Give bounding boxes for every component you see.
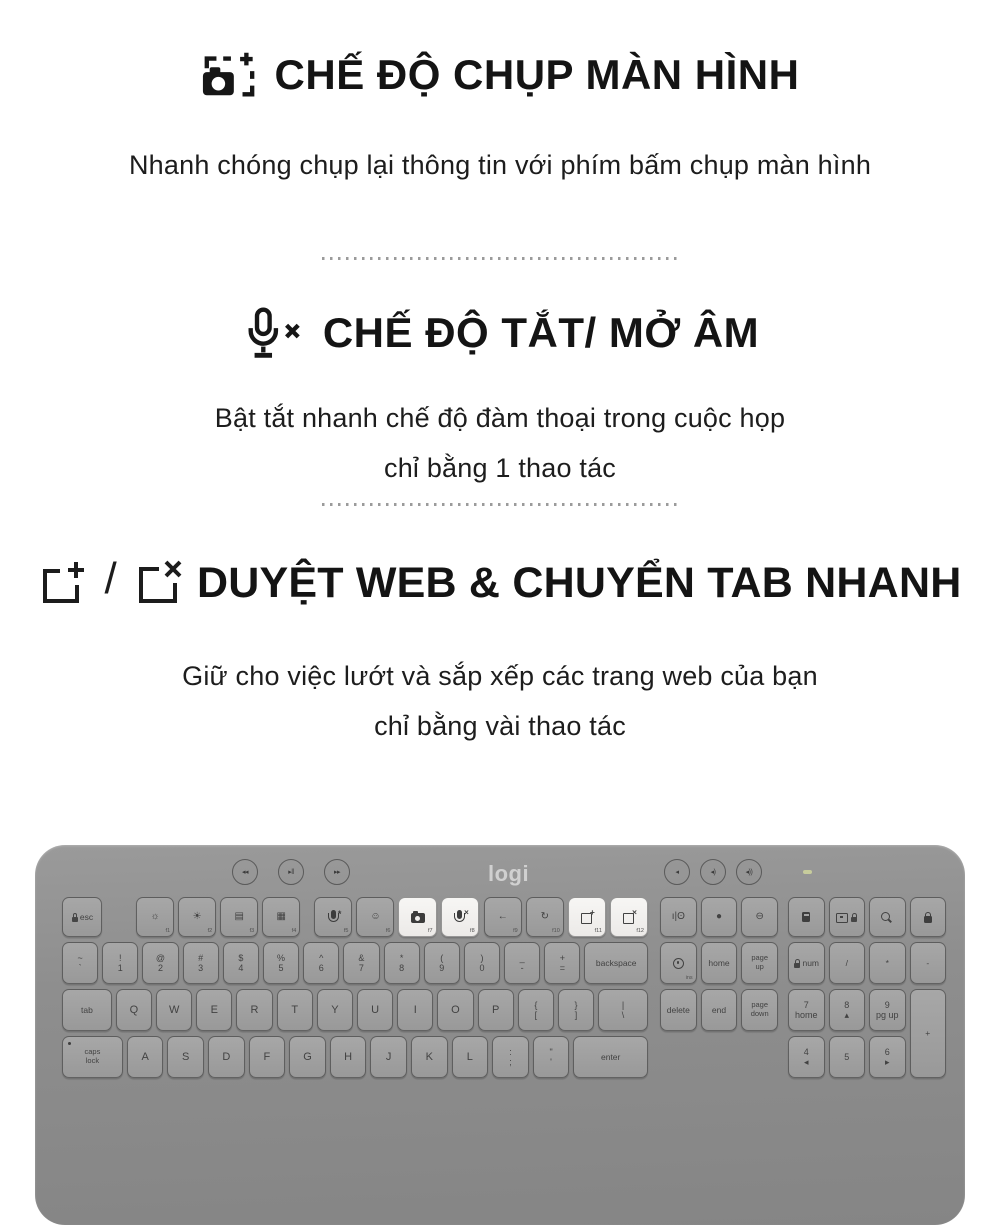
page-up-key: page up — [741, 942, 778, 984]
subtitle-line: Bật tắt nhanh chế độ đàm thoại trong cuộc họp — [214, 403, 786, 433]
screenshot-key: f7 — [398, 897, 436, 937]
key-Y: Y — [317, 989, 353, 1031]
esc-key: esc — [62, 897, 102, 937]
end-key: end — [701, 989, 738, 1031]
key-;: : ; — [492, 1036, 529, 1078]
close-tab-key: × f12 — [610, 897, 648, 937]
section-title-text: CHẾ ĐỘ CHỤP MÀN HÌNH — [274, 51, 800, 98]
mic-mute-key: × f8 — [441, 897, 479, 937]
app-grid-key: ▦ f4 — [262, 897, 300, 937]
keyboard-product-image — [35, 845, 965, 1225]
search-icon — [881, 912, 890, 921]
home-key: home — [701, 942, 738, 984]
fn-group3 — [484, 897, 648, 937]
numpad-multiply-key: * — [869, 942, 906, 984]
key-: 5 — [829, 1036, 866, 1078]
key--: _ - — [504, 942, 540, 984]
key-D: D — [208, 1036, 245, 1078]
dotted-divider — [322, 257, 678, 260]
backspace-key: backspace — [584, 942, 648, 984]
key-8: * 8 — [384, 942, 420, 984]
media-buttons-right — [664, 859, 762, 885]
function-row-nav-cluster — [660, 897, 778, 937]
prev-track-button: ◂◂ — [232, 859, 258, 885]
do-not-disturb-key: ⊖ — [741, 897, 778, 937]
dictation-key: * f5 — [314, 897, 352, 937]
key-pg up: 9 pg up — [869, 989, 906, 1031]
key-A: A — [127, 1036, 164, 1078]
key-L: L — [452, 1036, 489, 1078]
subtitle-line: chỉ bằng vài thao tác — [374, 711, 626, 741]
dotted-divider — [322, 503, 678, 506]
key-9: ( 9 — [424, 942, 460, 984]
key-row — [62, 942, 648, 984]
refresh-key: ↻ f10 — [526, 897, 564, 937]
section-title-text: DUYỆT WEB & CHUYỂN TAB NHANH — [196, 558, 962, 607]
key-\: | \ — [598, 989, 648, 1031]
emoji-key: ☺ f6 — [356, 897, 394, 937]
close-tab-icon — [135, 558, 183, 608]
pointer-key: ● — [701, 897, 738, 937]
search-key — [869, 897, 906, 937]
numpad-minus-key: - — [910, 942, 947, 984]
nav-key-block — [660, 942, 778, 1031]
key-': " ' — [533, 1036, 570, 1078]
fn-group1 — [136, 897, 300, 937]
key-row — [62, 989, 648, 1031]
lock-big-icon — [924, 916, 932, 923]
section-title-text: CHẾ ĐỘ TẮT/ MỞ ÂM — [322, 309, 760, 356]
browser-back-key: ← f9 — [484, 897, 522, 937]
caps-lock-key: caps lock — [62, 1036, 123, 1078]
key-0: ) 0 — [464, 942, 500, 984]
delete-key: delete — [660, 989, 697, 1031]
battery-led — [803, 870, 812, 874]
function-row — [62, 897, 648, 937]
key-F: F — [249, 1036, 286, 1078]
mission-control-key: ▤ f3 — [220, 897, 258, 937]
mic-x-icon — [457, 910, 462, 919]
lock-icon — [72, 917, 78, 922]
key-O: O — [437, 989, 473, 1031]
insert-key: ins — [660, 942, 697, 984]
section-screenshot-title — [0, 50, 1000, 100]
section-tabs-title — [0, 554, 1000, 608]
key-▴: 8 ▴ — [829, 989, 866, 1031]
input-switch-key: ı|ʘ — [660, 897, 697, 937]
calc-icon — [802, 912, 810, 922]
subtitle-line: chỉ bằng 1 thao tác — [384, 453, 616, 483]
lock-key — [910, 897, 947, 937]
print-screen-key — [829, 897, 866, 937]
mic-star-icon — [331, 910, 336, 919]
media-buttons-left — [232, 859, 350, 885]
key-◂: 4 ◂ — [788, 1036, 825, 1078]
key-1: ! 1 — [102, 942, 138, 984]
key-5: % 5 — [263, 942, 299, 984]
key-6: ^ 6 — [303, 942, 339, 984]
caps-indicator — [68, 1042, 71, 1045]
cam-icon — [411, 913, 425, 923]
key-[: { [ — [518, 989, 554, 1031]
key-J: J — [370, 1036, 407, 1078]
microphone-mute-icon — [241, 305, 305, 361]
key-W: W — [156, 989, 192, 1031]
logitech-logo: logi — [488, 861, 530, 886]
key-3: # 3 — [183, 942, 219, 984]
lock-icon — [794, 963, 800, 968]
key-]: } ] — [558, 989, 594, 1031]
key-G: G — [289, 1036, 326, 1078]
main-key-block — [62, 942, 648, 1078]
section-screenshot-subtitle: Nhanh chóng chụp lại thông tin với phím bấm chụp màn hình — [128, 150, 872, 180]
screenshot-crop-camera-icon — [201, 50, 257, 100]
tab-key: tab — [62, 989, 112, 1031]
key-2: @ 2 — [142, 942, 178, 984]
subtitle-line: Giữ cho việc lướt và sắp xếp các trang web của bạn — [182, 661, 818, 691]
section-mute-title — [0, 305, 1000, 361]
key-U: U — [357, 989, 393, 1031]
tab-x-icon — [623, 913, 634, 924]
key-7: & 7 — [343, 942, 379, 984]
function-row-pad-cluster — [788, 897, 946, 937]
volume-up-button: ◂)) — [736, 859, 762, 885]
icon-separator: / — [104, 554, 117, 603]
brightness-up-key: ☀ f2 — [178, 897, 216, 937]
key-I: I — [397, 989, 433, 1031]
print-icon — [836, 913, 848, 923]
key-K: K — [411, 1036, 448, 1078]
calculator-key — [788, 897, 825, 937]
key-=: + = — [544, 942, 580, 984]
brightness-down-key: ☼ f1 — [136, 897, 174, 937]
dot-circle-icon — [673, 958, 684, 969]
key-`: ~ ` — [62, 942, 98, 984]
mute-button: ◂ — [664, 859, 690, 885]
key-4: $ 4 — [223, 942, 259, 984]
new-tab-key: + f11 — [568, 897, 606, 937]
key-R: R — [236, 989, 272, 1031]
fn-group2 — [314, 897, 478, 937]
enter-key: enter — [573, 1036, 648, 1078]
section-tabs-subtitle — [0, 651, 1000, 751]
volume-down-button: ◂) — [700, 859, 726, 885]
key-row — [62, 1036, 648, 1078]
num-lock-key: num — [788, 942, 825, 984]
section-mute-subtitle — [0, 393, 1000, 493]
play-pause-button: ▸‖ — [278, 859, 304, 885]
key-S: S — [167, 1036, 204, 1078]
key-E: E — [196, 989, 232, 1031]
lock-icon — [851, 917, 857, 922]
key-Q: Q — [116, 989, 152, 1031]
new-tab-icon — [39, 558, 87, 608]
key-P: P — [478, 989, 514, 1031]
key-home: 7 home — [788, 989, 825, 1031]
tab-plus-icon — [581, 913, 592, 924]
next-track-button: ▸▸ — [324, 859, 350, 885]
page-down-key: page down — [741, 989, 778, 1031]
numpad-block — [788, 942, 946, 1078]
key-T: T — [277, 989, 313, 1031]
numpad-plus-key: + — [910, 989, 947, 1078]
numpad-divide-key: / — [829, 942, 866, 984]
key-H: H — [330, 1036, 367, 1078]
key-▸: 6 ▸ — [869, 1036, 906, 1078]
